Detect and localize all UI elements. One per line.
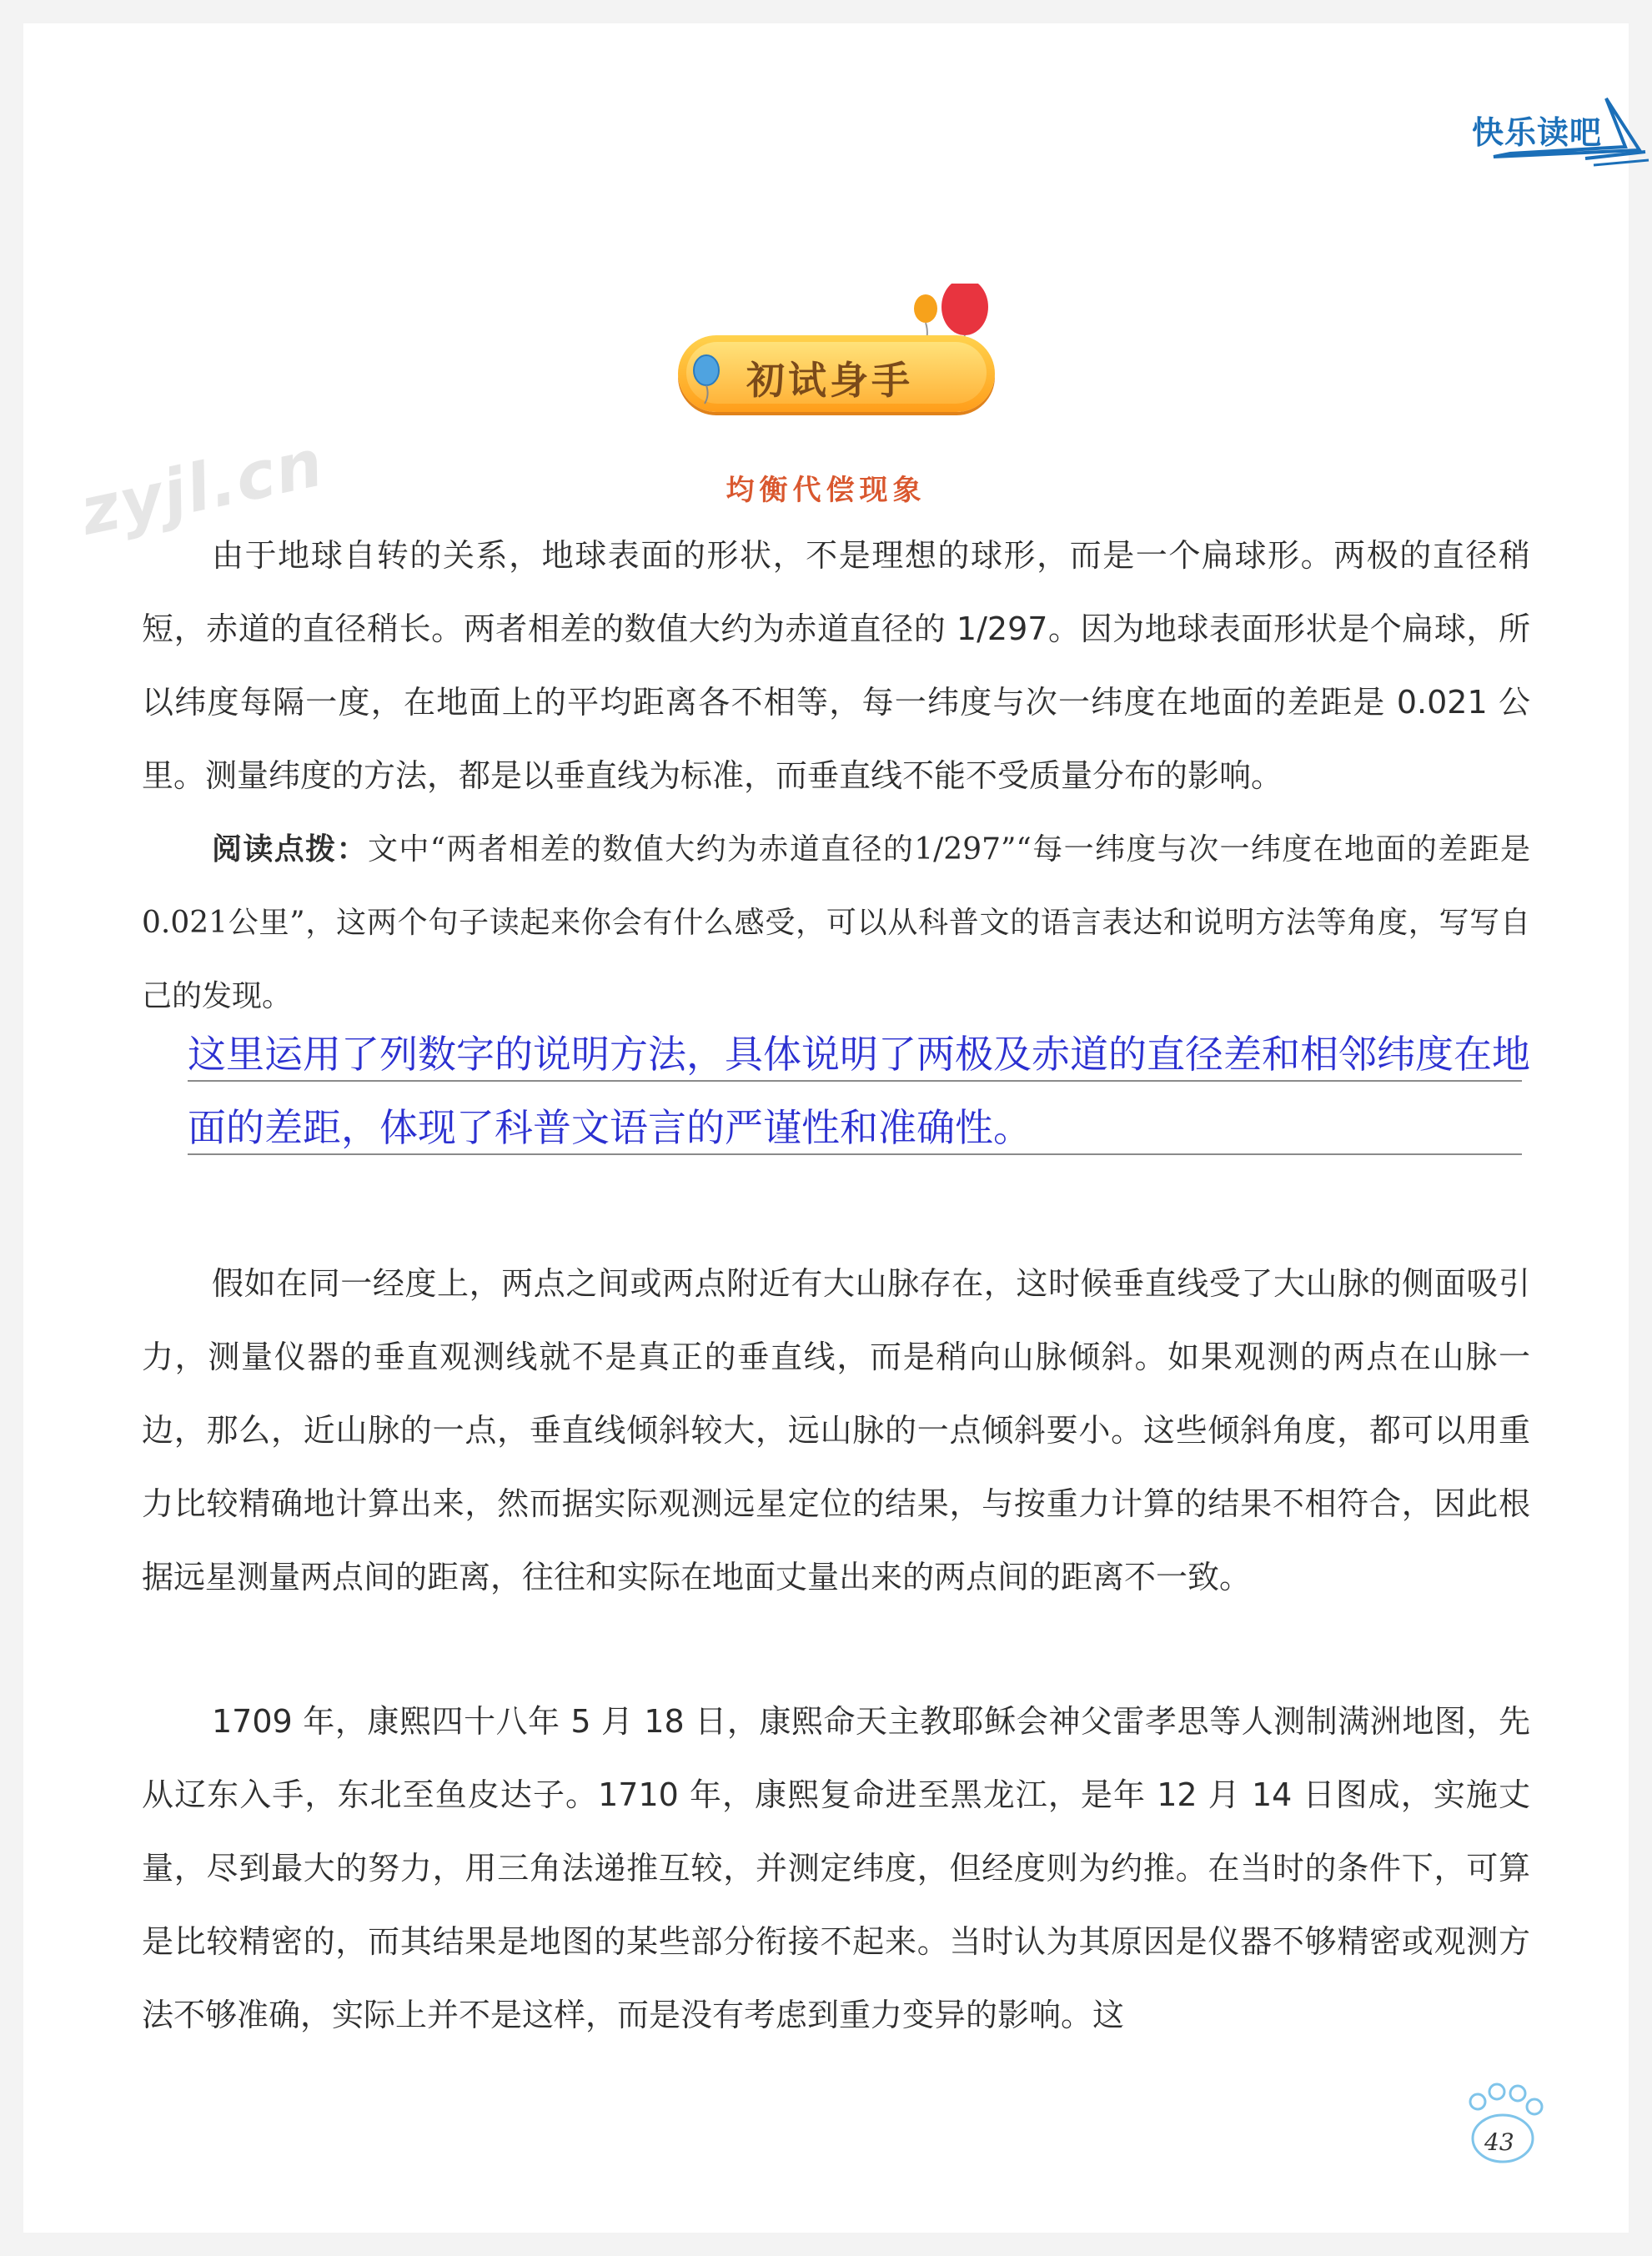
section-tag [1460, 92, 1652, 167]
watermark: zyjl.cn [73, 425, 331, 550]
page-number: 43 [1484, 2128, 1514, 2156]
reading-tip [142, 813, 1530, 1033]
blue-balloon-icon [688, 352, 738, 419]
banner-title: 初试身手 [746, 358, 913, 403]
section-banner [655, 284, 1022, 425]
handwritten-answer: 这里运用了列数字的说明方法，具体说明了两极及赤道的直径差和相邻纬度在地面的差距，体现了科普文语言的严谨性和准确性。 [188, 1032, 1530, 1150]
paragraph-1: 由于地球自转的关系，地球表面的形状，不是理想的球形，而是一个扁球形。两极的直径稍短，赤道的直径稍长。两者相差的数值大约为赤道直径的 1/297。因为地球表面形状是个扁球，所以纬度每隔一度，在地面上的平均距离各不相等，每一纬度与次一纬度在地面的差距是 0.021 公里。测量纬度的方法，都是以垂直线为标准，而垂直线不能不受质量分布的影响。 [142, 537, 1530, 794]
article-title: 均衡代偿现象 [726, 474, 926, 507]
section-tag-label: 快乐读吧 [1471, 114, 1602, 151]
page-number-badge [1451, 2077, 1551, 2168]
tip-text: 文中“两者相差的数值大约为赤道直径的1/297”“每一纬度与次一纬度在地面的差距是0.021公里”，这两个句子读起来你会有什么感受，可以从科普文的语言表达和说明方法等角度，写写自己的发现。 [142, 832, 1530, 1013]
tip-label: 阅读点拨： [212, 832, 368, 867]
paragraph-2: 假如在同一经度上，两点之间或两点附近有大山脉存在，这时候垂直线受了大山脉的侧面吸引力，测量仪器的垂直观测线就不是真正的垂直线，而是稍向山脉倾斜。如果观测的两点在山脉一边，那么，近山脉的一点，垂直线倾斜较大，远山脉的一点倾斜要小。这些倾斜角度，都可以用重力比较精确地计算出来，然而据实际观测远星定位的结果，与按重力计算的结果不相符合，因此根据远星测量两点间的距离，往往和实际在地面丈量出来的两点间的距离不一致。 [142, 1265, 1530, 1595]
paragraph-3: 1709 年，康熙四十八年 5 月 18 日，康熙命天主教耶稣会神父雷孝思等人测制满洲地图，先从辽东入手，东北至鱼皮达子。1710 年，康熙复命进至黑龙江，是年 12 月 14 日图成，实施丈量，尽到最大的努力，用三角法递推互较，并测定纬度，但经度则为约推。在当时的条件下，可算是比较精密的，而其结果是地图的某些部分衔接不起来。当时认为其原因是仪器不够精密或观测方法不够准确，实际上并不是这样，而是没有考虑到重力变异的影响。这 [142, 1703, 1530, 2033]
